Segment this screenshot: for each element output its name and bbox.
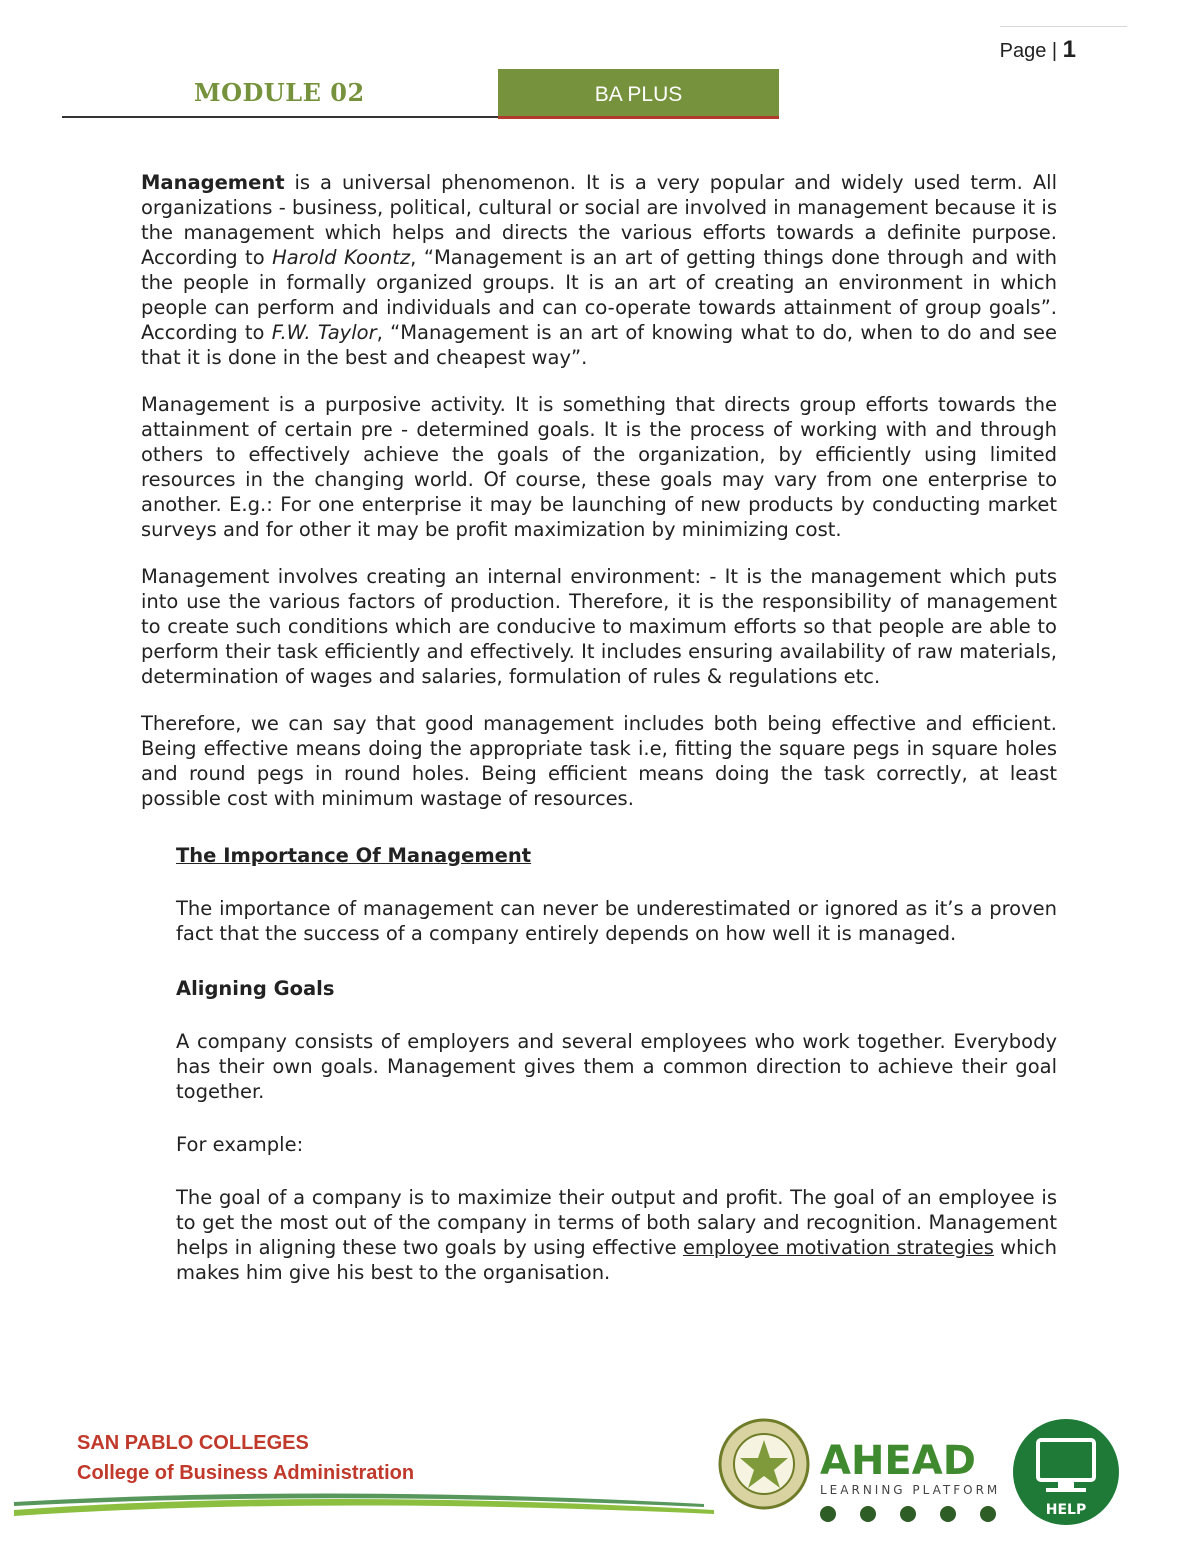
ahead-logo-icon <box>816 1428 1006 1528</box>
course-tag-underline <box>498 116 779 119</box>
heading-aligning-goals: Aligning Goals <box>176 977 335 1000</box>
heading-importance: The Importance Of Management <box>176 844 532 867</box>
paragraph-importance: The importance of management can never be underestimated or ignored as it’s a proven fact that the success of a company entirely depends on how well it is managed. <box>176 897 1057 945</box>
paragraph-example-label: For example: <box>176 1133 304 1156</box>
footer-swoosh <box>14 1480 714 1520</box>
ahead-logo-text: AHEAD <box>820 1438 976 1484</box>
paragraph-purposive: Management is a purposive activity. It is something that directs group efforts towards the attainment of certain pre - determined goals. It is the process of working with and through others to effectively achieve the goals of the organization, by efficiently using limited resources in the changing world. Of course, these goals may vary from one enterprise to another. E.g.: For one enterprise it may be launching of new products by conducting market surveys and for other it may be profit maximization by minimizing cost. <box>141 393 1057 541</box>
help-icon <box>1012 1418 1120 1526</box>
module-title: MODULE 02 <box>194 78 365 107</box>
paragraph-definition: Management is a universal phenomenon. It is a very popular and widely used term. All organizations - business, political, cultural or social are involved in management because it is the management which helps and directs the various efforts towards a definite purpose. According to Harold Koontz, “Management is an art of getting things done through and with the people in formally organized groups. It is an art of creating an environment in which people can perform and individuals and can co-operate towards attainment of group goals”. According to F.W. Taylor, “Management is an art of knowing what to do, when to do and see that it is done in the best and cheapest way”. <box>141 171 1057 369</box>
help-label: HELP <box>1045 1502 1087 1518</box>
header-divider <box>62 116 499 118</box>
header-top-rule <box>1000 26 1127 27</box>
paragraph-example: The goal of a company is to maximize their output and profit. The goal of an employee is to get the most out of the company in terms of both salary and recognition. Management helps in aligning these two goals by using effective employee motivation strategies which makes him give his best to the organisation. <box>176 1186 1057 1284</box>
college-seal-icon <box>718 1418 810 1510</box>
paragraph-environment: Management involves creating an internal environment: - It is the management which puts into use the various factors of production. Therefore, it is the responsibility of management to create such conditions which are conducive to maximum efforts so that people are able to perform their task efficiently and effectively. It includes ensuring availability of raw materials, determination of wages and salaries, formulation of rules & regulations etc. <box>141 565 1057 688</box>
footer-school <box>77 1428 414 1488</box>
paragraph-effective: Therefore, we can say that good management includes both being effective and efficient. Being effective means doing the appropriate task i.e, fitting the square pegs in square holes and round pegs in round holes. Being efficient means doing the task correctly, at least possible cost with minimum wastage of resources. <box>141 712 1057 810</box>
college-name: College of Business Administration <box>77 1462 415 1484</box>
document-body <box>141 170 1057 1307</box>
ahead-subtitle: LEARNING PLATFORM <box>820 1483 1001 1497</box>
course-tag: BA PLUS <box>498 69 779 116</box>
school-name: SAN PABLO COLLEGES <box>77 1432 309 1454</box>
paragraph-aligning: A company consists of employers and several employees who work together. Everybody has their own goals. Management gives them a common direction to achieve their goal together. <box>176 1030 1057 1103</box>
page-number: Page | 1 <box>999 36 1076 63</box>
motivation-strategies-link[interactable]: employee motivation strategies <box>682 1236 994 1259</box>
